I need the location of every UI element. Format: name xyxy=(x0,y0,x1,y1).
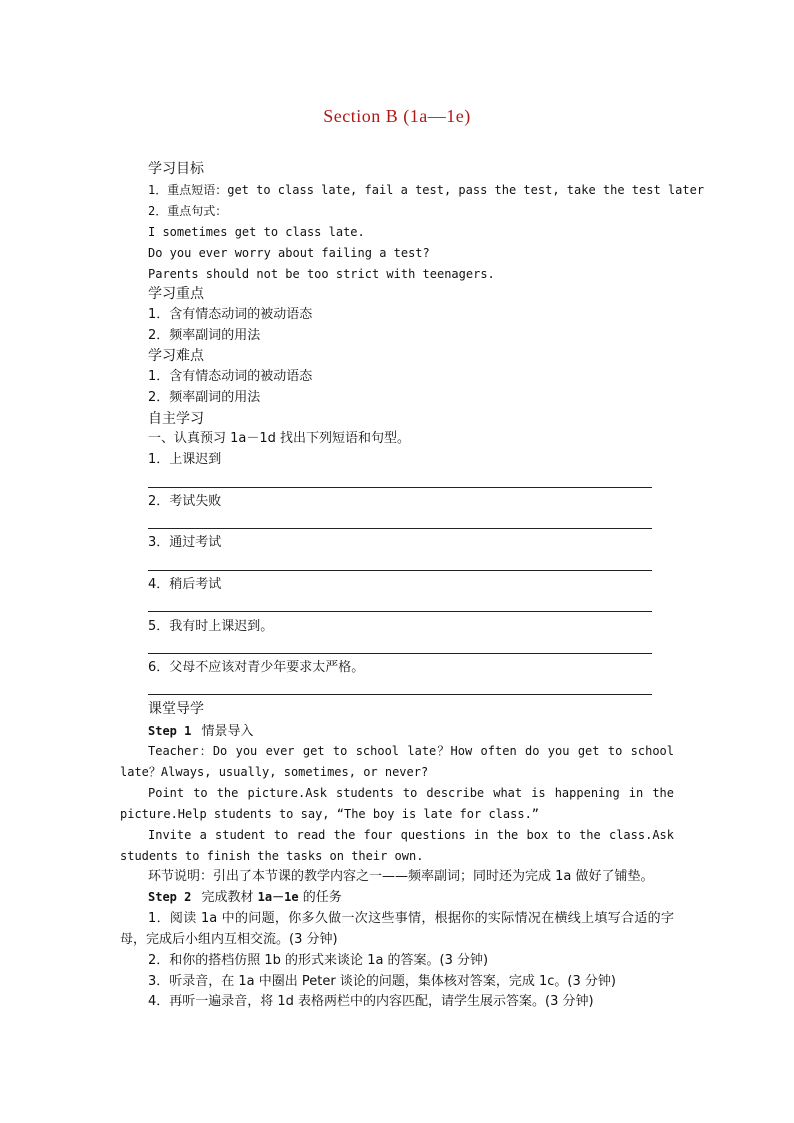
step-1-label: Step 1 xyxy=(148,724,192,738)
step-1-heading xyxy=(148,721,254,742)
exercise-item: 6．父母不应该对青少年要求太严格。 xyxy=(148,660,365,675)
self-study-intro: 一、认真预习 1a－1d 找出下列短语和句型。 xyxy=(148,431,411,446)
key-point-2: 2．频率副词的用法 xyxy=(148,328,261,343)
step-2-item-1-text: 1．阅读 1a 中的问题，你多久做一次这些事情，根据你的实际情况在横线上填写合适的字母，完成后小组内互相交流。(3 分钟) xyxy=(120,911,674,947)
step-2-item-3-text: 3．听录音，在 1a 中圈出 Peter 谈论的问题，集体核对答案，完成 1c。(3 分钟) xyxy=(148,974,616,989)
step-1-paragraph-3-text: Invite a student to read the four questions in the box to the class.Ask students to finish the tasks on their own. xyxy=(120,828,674,863)
exercise-item: 5．我有时上课迟到。 xyxy=(148,619,274,634)
step-2-item-4 xyxy=(120,991,674,1012)
difficult-point-2: 2．频率副词的用法 xyxy=(148,390,261,405)
exercise-item: 4．稍后考试 xyxy=(148,577,222,592)
answer-line[interactable] xyxy=(148,694,652,695)
step-1-title: 情景导入 xyxy=(201,724,254,739)
step-2-item-2 xyxy=(120,950,674,971)
answer-line[interactable] xyxy=(148,528,652,529)
answer-line[interactable] xyxy=(148,570,652,571)
step-2-title-prefix: 完成教材 xyxy=(201,890,254,905)
exercise-item: 2．考试失败 xyxy=(148,494,222,509)
step-1-note-text: 环节说明：引出了本节课的教学内容之一——频率副词；同时还为完成 1a 做好了铺垫。 xyxy=(148,869,654,884)
answer-line[interactable] xyxy=(148,487,652,488)
step-2-item-3 xyxy=(120,971,674,992)
step-2-label: Step 2 xyxy=(148,890,192,904)
step-1-paragraph-3 xyxy=(120,825,674,867)
key-point-1: 1．含有情态动词的被动语态 xyxy=(148,307,313,322)
exercise-item: 1．上课迟到 xyxy=(148,452,222,467)
goal-sentences-label: 2．重点句式： xyxy=(148,204,228,218)
page-title: Section B (1a—1e) xyxy=(323,106,471,126)
difficult-point-1: 1．含有情态动词的被动语态 xyxy=(148,369,313,384)
class-guide-heading: 课堂导学 xyxy=(148,701,204,717)
difficult-points-heading: 学习难点 xyxy=(148,348,204,364)
step-2-heading xyxy=(148,887,342,908)
self-study-heading: 自主学习 xyxy=(148,411,204,427)
key-points-heading: 学习重点 xyxy=(148,286,204,302)
step-2-title-bold: 1a－1e xyxy=(257,890,299,904)
step-2-item-1 xyxy=(120,908,674,950)
goal-phrases: 1．重点短语：get to class late, fail a test, pass the test, take the test later xyxy=(148,183,705,197)
sentence-2: Do you ever worry about failing a test? xyxy=(148,246,430,260)
step-2-item-4-text: 4．再听一遍录音，将 1d 表格两栏中的内容匹配，请学生展示答案。(3 分钟) xyxy=(148,994,594,1009)
exercise-item: 3．通过考试 xyxy=(148,535,222,550)
step-1-note xyxy=(120,866,674,887)
step-2-title-suffix: 的任务 xyxy=(302,890,342,905)
goals-heading: 学习目标 xyxy=(148,161,204,177)
step-1-paragraph-2 xyxy=(120,783,674,825)
step-2-item-2-text: 2．和你的搭档仿照 1b 的形式来谈论 1a 的答案。(3 分钟) xyxy=(148,953,489,968)
answer-line[interactable] xyxy=(148,653,652,654)
sentence-3: Parents should not be too strict with teenagers. xyxy=(148,267,495,281)
step-1-paragraph-1-text: Teacher：Do you ever get to school late？How often do you get to school late？Always, usually, sometimes, or never? xyxy=(120,744,674,779)
step-1-paragraph-1 xyxy=(120,741,674,783)
sentence-1: I sometimes get to class late. xyxy=(148,225,365,239)
step-1-paragraph-2-text: Point to the picture.Ask students to describe what is happening in the picture.Help students to say, “The boy is late for class.” xyxy=(120,786,674,821)
answer-line[interactable] xyxy=(148,611,652,612)
